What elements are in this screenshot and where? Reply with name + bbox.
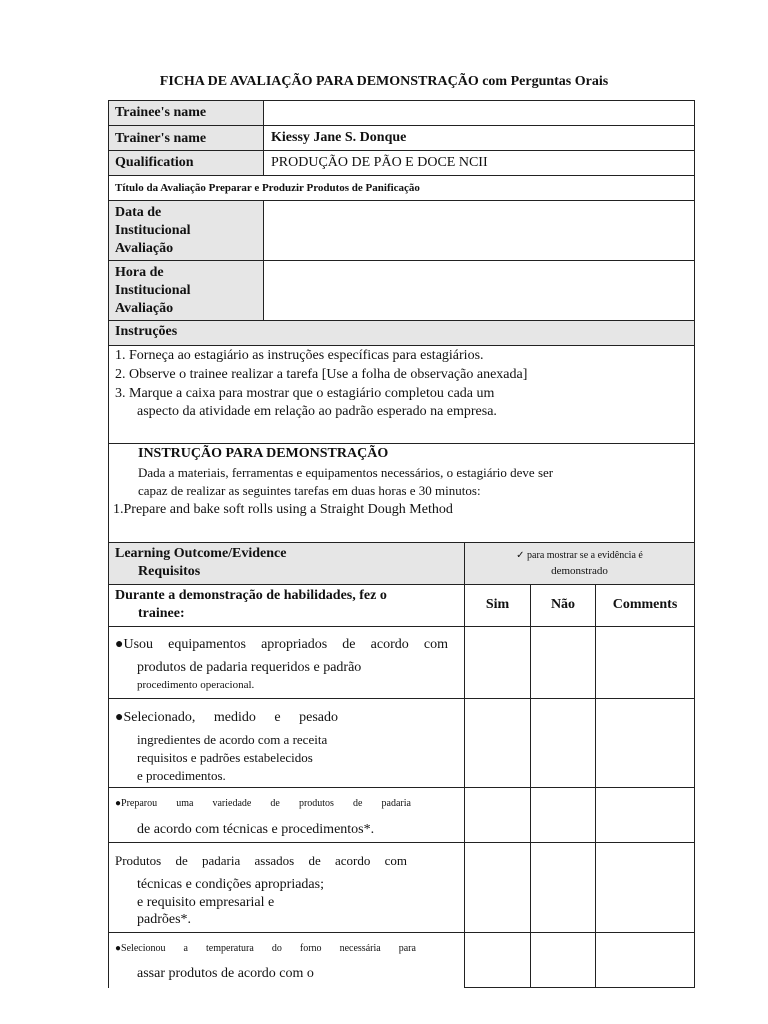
checklist-row-5-line-2: assar produtos de acordo com o — [137, 966, 314, 981]
word: de — [308, 853, 321, 868]
date-label-line-3: Avaliação — [115, 241, 174, 256]
time-label-line-3: Avaliação — [115, 301, 174, 316]
checklist-row-3-text — [108, 787, 465, 843]
instruction-item-1: 1. Forneça ao estagiário as instruções específicas para estagiários. — [115, 348, 484, 363]
checklist-row-4-line-3: e requisito empresarial e — [137, 895, 275, 910]
word: ●Selecionou — [115, 943, 166, 954]
assessment-title: Título da Avaliação Preparar e Produzir Produtos de Panificação — [115, 182, 420, 194]
checklist-row-3-comments[interactable] — [595, 787, 695, 843]
column-header-no-label: Não — [550, 597, 576, 612]
word: medido — [213, 710, 256, 725]
evidence-note-header — [464, 542, 695, 585]
checklist-row-1-first-line — [115, 637, 448, 653]
word: de — [175, 853, 188, 868]
date-label-line-1: Data de — [115, 205, 162, 220]
column-header-yes-label: Sim — [485, 597, 510, 612]
instructions-heading: Instruções — [115, 324, 178, 339]
checklist-row-4-comments[interactable] — [595, 842, 695, 933]
word: forno — [299, 943, 322, 954]
checklist-row-4-first-line — [115, 853, 407, 869]
word: assados — [254, 853, 295, 868]
word: a — [183, 943, 188, 954]
time-label-cell — [108, 260, 264, 321]
word: com — [423, 637, 448, 652]
question-header — [108, 584, 465, 627]
checklist-row-2-first-line — [115, 710, 338, 726]
word: apropriados — [261, 637, 328, 652]
time-value-cell[interactable] — [263, 260, 695, 321]
date-label-cell — [108, 200, 264, 261]
word: para — [398, 943, 416, 954]
checklist-row-1-line-3: procedimento operacional. — [137, 679, 255, 691]
checklist-row-2-comments[interactable] — [595, 698, 695, 788]
form-title: FICHA DE AVALIAÇÃO PARA DEMONSTRAÇÃO com Perguntas Orais — [159, 74, 609, 89]
learning-outcome-header — [108, 542, 465, 585]
trainer-value-cell[interactable] — [263, 125, 695, 151]
checklist-row-4-line-4: padrões*. — [137, 912, 192, 927]
checklist-row-1-text — [108, 626, 465, 699]
column-header-yes — [464, 584, 531, 627]
learning-outcome-label-1: Learning Outcome/Evidence — [115, 546, 287, 561]
word: equipamentos — [168, 637, 246, 652]
trainee-label: Trainee's name — [115, 105, 207, 120]
word: uma — [176, 798, 194, 809]
word: Produtos — [115, 853, 162, 868]
trainer-label: Trainer's name — [115, 131, 207, 146]
checklist-row-2-no[interactable] — [530, 698, 596, 788]
learning-outcome-label-2: Requisitos — [138, 564, 201, 579]
question-line-1: Durante a demonstração de habilidades, fez o — [115, 588, 387, 603]
checklist-row-2-line-3: requisitos e padrões estabelecidos — [137, 750, 313, 765]
checklist-row-1-comments[interactable] — [595, 626, 695, 699]
trainee-value-cell[interactable] — [263, 100, 695, 126]
demo-line-2: capaz de realizar as seguintes tarefas em duas horas e 30 minutos: — [138, 483, 481, 498]
word: e — [274, 710, 281, 725]
checklist-row-1-yes[interactable] — [464, 626, 531, 699]
instruction-item-3-continued: aspecto da atividade em relação ao padrão esperado na empresa. — [137, 404, 497, 419]
date-label-line-2: Institucional — [115, 223, 191, 238]
checklist-row-2-line-4: e procedimentos. — [137, 768, 226, 783]
checklist-row-2-yes[interactable] — [464, 698, 531, 788]
qualification-label-cell — [108, 150, 264, 176]
demo-line-1: Dada a materiais, ferramentas e equipamentos necessários, o estagiário deve ser — [138, 465, 554, 480]
checklist-row-1-no[interactable] — [530, 626, 596, 699]
evidence-note-line-2: demonstrado — [551, 565, 608, 577]
word: acordo — [370, 637, 409, 652]
date-value-cell[interactable] — [263, 200, 695, 261]
checklist-row-3-no[interactable] — [530, 787, 596, 843]
word: de — [353, 798, 363, 809]
trainee-label-cell — [108, 100, 264, 126]
word: acordo — [334, 853, 371, 868]
word: padaria — [381, 798, 411, 809]
checklist-row-5-text — [108, 932, 465, 988]
question-line-2: trainee: — [138, 606, 185, 621]
column-header-comments — [595, 584, 695, 627]
qualification-value-cell[interactable] — [263, 150, 695, 176]
instructions-heading-cell — [108, 320, 695, 346]
checklist-row-4-no[interactable] — [530, 842, 596, 933]
word: variedade — [212, 798, 252, 809]
time-label-line-1: Hora de — [115, 265, 164, 280]
demo-task: 1.Prepare and bake soft rolls using a Straight Dough Method — [113, 502, 453, 517]
checklist-row-5-comments[interactable] — [595, 932, 695, 988]
word: do — [271, 943, 282, 954]
instructions-body — [108, 345, 695, 444]
instruction-item-2: 2. Observe o trainee realizar a tarefa [Use a folha de observação anexada] — [115, 367, 528, 382]
column-header-no — [530, 584, 596, 627]
word: ●Selecionado, — [115, 710, 196, 725]
trainer-label-cell — [108, 125, 264, 151]
word: padaria — [201, 853, 241, 868]
word: necessária — [339, 943, 381, 954]
demo-heading: INSTRUÇÃO PARA DEMONSTRAÇÃO — [138, 446, 389, 461]
evidence-note-line-1: ✓ para mostrar se a evidência é — [516, 550, 643, 561]
word: pesado — [299, 710, 338, 725]
word: ●Preparou — [115, 798, 158, 809]
checklist-row-3-first-line — [115, 798, 411, 809]
demo-instruction-box — [108, 443, 695, 543]
checklist-row-3-line-2: de acordo com técnicas e procedimentos*. — [137, 822, 375, 837]
assessment-title-cell — [108, 175, 695, 201]
checklist-row-4-line-2: técnicas e condições apropriadas; — [137, 877, 324, 892]
time-label-line-2: Institucional — [115, 283, 191, 298]
checklist-row-1-line-2: produtos de padaria requeridos e padrão — [137, 660, 362, 675]
checklist-row-3-yes[interactable] — [464, 787, 531, 843]
checklist-row-5-yes[interactable] — [464, 932, 531, 988]
word: ●Usou — [115, 637, 154, 652]
word: com — [384, 853, 407, 868]
word: produtos — [298, 798, 334, 809]
checklist-row-2-text — [108, 698, 465, 788]
checklist-row-5-first-line — [115, 943, 416, 954]
word: temperatura — [206, 943, 254, 954]
qualification-value: PRODUÇÃO DE PÃO E DOCE NCII — [271, 155, 488, 170]
checklist-row-4-text — [108, 842, 465, 933]
column-header-comments-label: Comments — [612, 597, 678, 612]
trainer-value: Kiessy Jane S. Donque — [271, 130, 407, 145]
checklist-row-5-no[interactable] — [530, 932, 596, 988]
qualification-label: Qualification — [115, 155, 194, 170]
checklist-row-4-yes[interactable] — [464, 842, 531, 933]
instruction-item-3: 3. Marque a caixa para mostrar que o estagiário completou cada um — [115, 386, 495, 401]
checklist-row-2-line-2: ingredientes de acordo com a receita — [137, 732, 328, 747]
word: de — [342, 637, 356, 652]
word: de — [270, 798, 280, 809]
